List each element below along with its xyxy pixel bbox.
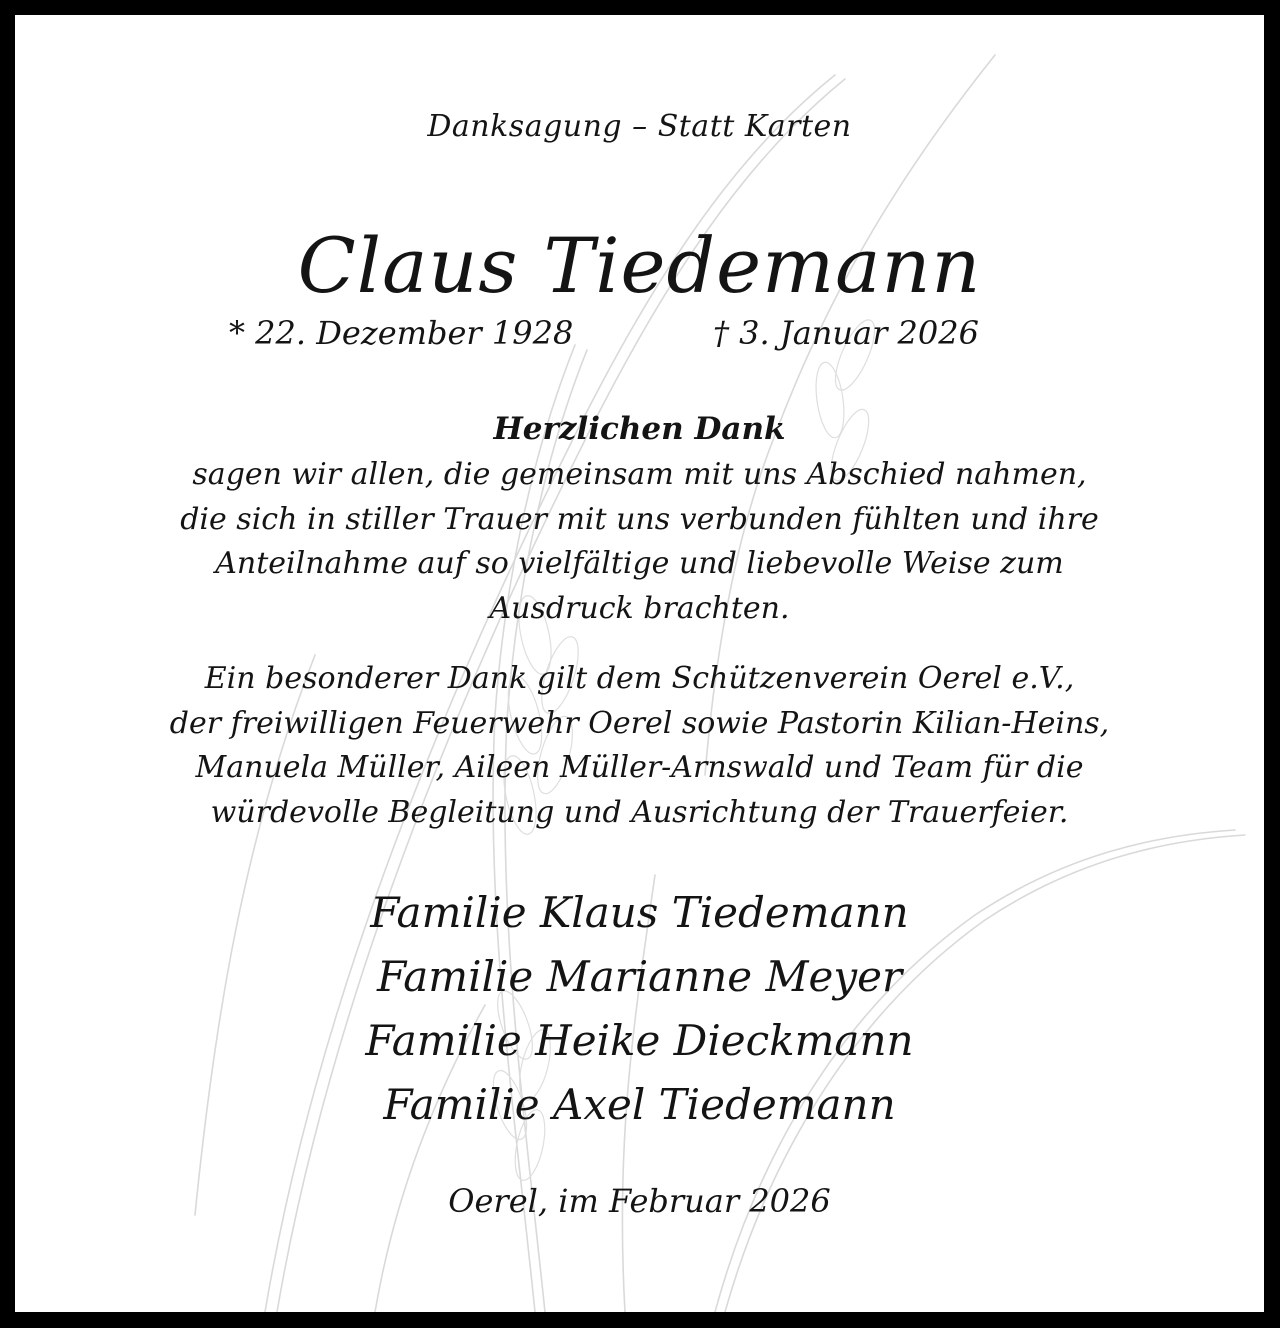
paragraph-line: die sich in stiller Trauer mit uns verbunden fühlten und ihre: [180, 501, 1099, 537]
family-name: Familie Marianne Meyer: [376, 952, 903, 1001]
thanks-paragraph: [45, 453, 1234, 631]
place-and-date: Oerel, im Februar 2026: [448, 1182, 831, 1220]
special-thanks-paragraph: [45, 657, 1234, 835]
obituary-card: [15, 15, 1264, 1312]
family-signatures: [15, 881, 1264, 1137]
deceased-name: Claus Tiedemann: [297, 221, 982, 310]
thanks-heading: Herzlichen Dank: [493, 411, 786, 447]
death-date: † 3. Januar 2026: [713, 314, 979, 352]
family-name: Familie Heike Dieckmann: [365, 1016, 914, 1065]
paragraph-line: Manuela Müller, Aileen Müller-Arnswald und Team für die: [195, 750, 1084, 785]
notice-header: Danksagung – Statt Karten: [427, 109, 852, 144]
paragraph-line: Ein besonderer Dank gilt dem Schützenverein Oerel e.V.,: [204, 661, 1075, 696]
birth-date: * 22. Dezember 1928: [229, 314, 574, 352]
paragraph-line: sagen wir allen, die gemeinsam mit uns Abschied nahmen,: [192, 457, 1087, 492]
paragraph-line: Ausdruck brachten.: [489, 590, 790, 626]
paragraph-line: der freiwilligen Feuerwehr Oerel sowie Pastorin Kilian-Heins,: [169, 705, 1110, 741]
paragraph-line: würdevolle Begleitung und Ausrichtung der Trauerfeier.: [210, 794, 1069, 830]
family-name: Familie Axel Tiedemann: [383, 1080, 896, 1129]
paragraph-line: Anteilnahme auf so vielfältige und liebevolle Weise zum: [215, 546, 1064, 581]
obituary-content: [15, 15, 1264, 1312]
family-name: Familie Klaus Tiedemann: [370, 888, 909, 937]
